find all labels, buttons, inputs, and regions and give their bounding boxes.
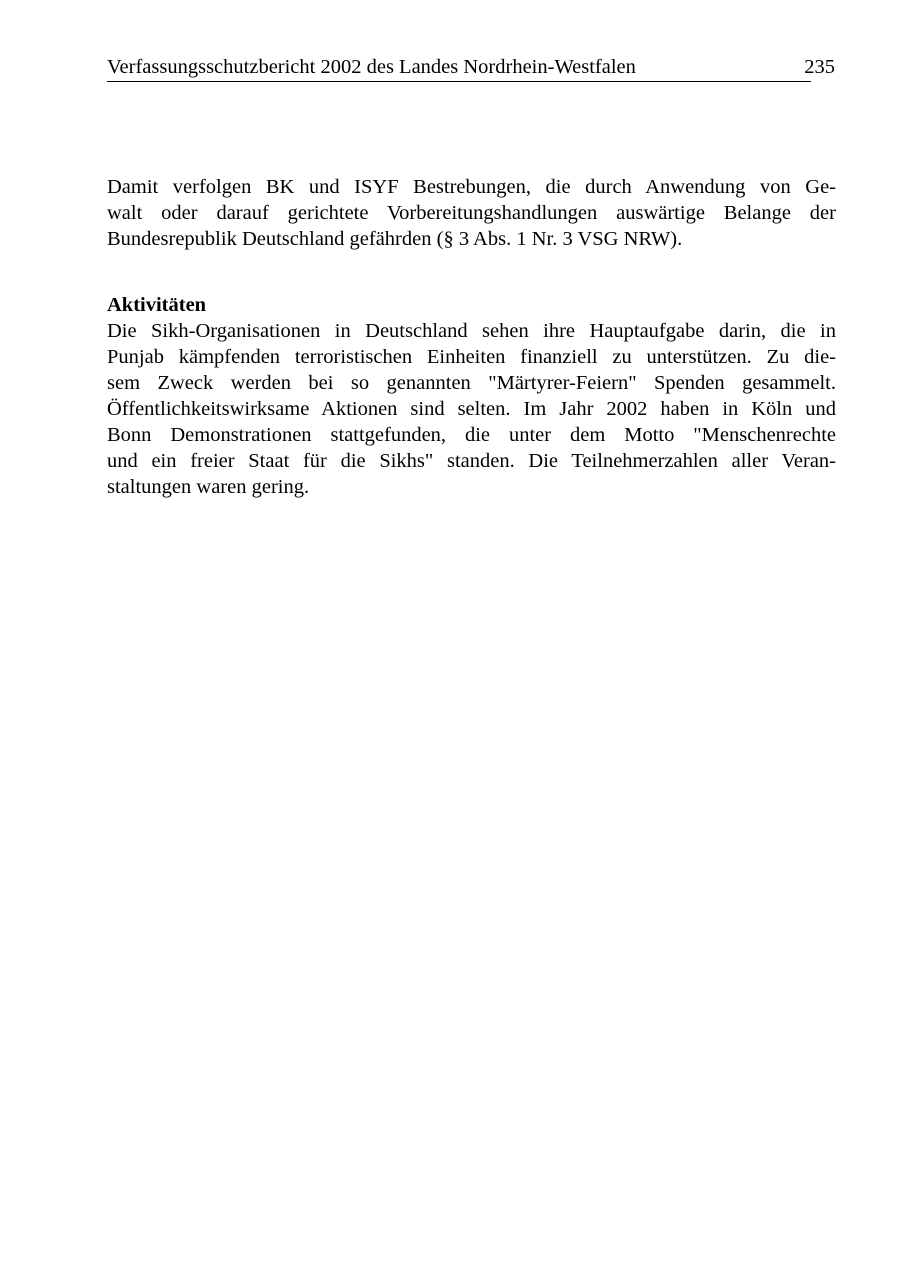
paragraph-line: staltungen waren gering. xyxy=(107,476,310,498)
paragraph-line: Damit verfolgen BK und ISYF Bestrebungen, die durch Anwendung von Ge- xyxy=(107,176,836,198)
paragraph-line: und ein freier Staat für die Sikhs" standen. Die Teilnehmerzahlen aller Veran- xyxy=(107,450,836,472)
header-rule xyxy=(107,81,811,82)
page-header xyxy=(107,54,835,84)
body-content xyxy=(107,174,836,500)
paragraph-line: sem Zweck werden bei so genannten "Märtyrer-Feiern" Spenden gesammelt. xyxy=(107,372,836,394)
section-heading: Aktivitäten xyxy=(107,294,207,316)
paragraph-line: Öffentlichkeitswirksame Aktionen sind selten. Im Jahr 2002 haben in Köln und xyxy=(107,398,836,420)
paragraph-intro xyxy=(107,174,836,252)
page-number: 235 xyxy=(804,56,835,78)
running-header-title: Verfassungsschutzbericht 2002 des Landes Nordrhein-Westfalen xyxy=(107,56,636,78)
paragraph-line: Bonn Demonstrationen stattgefunden, die unter dem Motto "Menschenrechte xyxy=(107,424,836,446)
paragraph-activities xyxy=(107,318,836,500)
paragraph-line: Die Sikh-Organisationen in Deutschland sehen ihre Hauptaufgabe darin, die in xyxy=(107,320,836,342)
paragraph-line: walt oder darauf gerichtete Vorbereitungshandlungen auswärtige Belange der xyxy=(107,202,836,224)
paragraph-line: Punjab kämpfenden terroristischen Einheiten finanziell zu unterstützen. Zu die- xyxy=(107,346,836,368)
paragraph-line: Bundesrepublik Deutschland gefährden (§ 3 Abs. 1 Nr. 3 VSG NRW). xyxy=(107,228,683,250)
